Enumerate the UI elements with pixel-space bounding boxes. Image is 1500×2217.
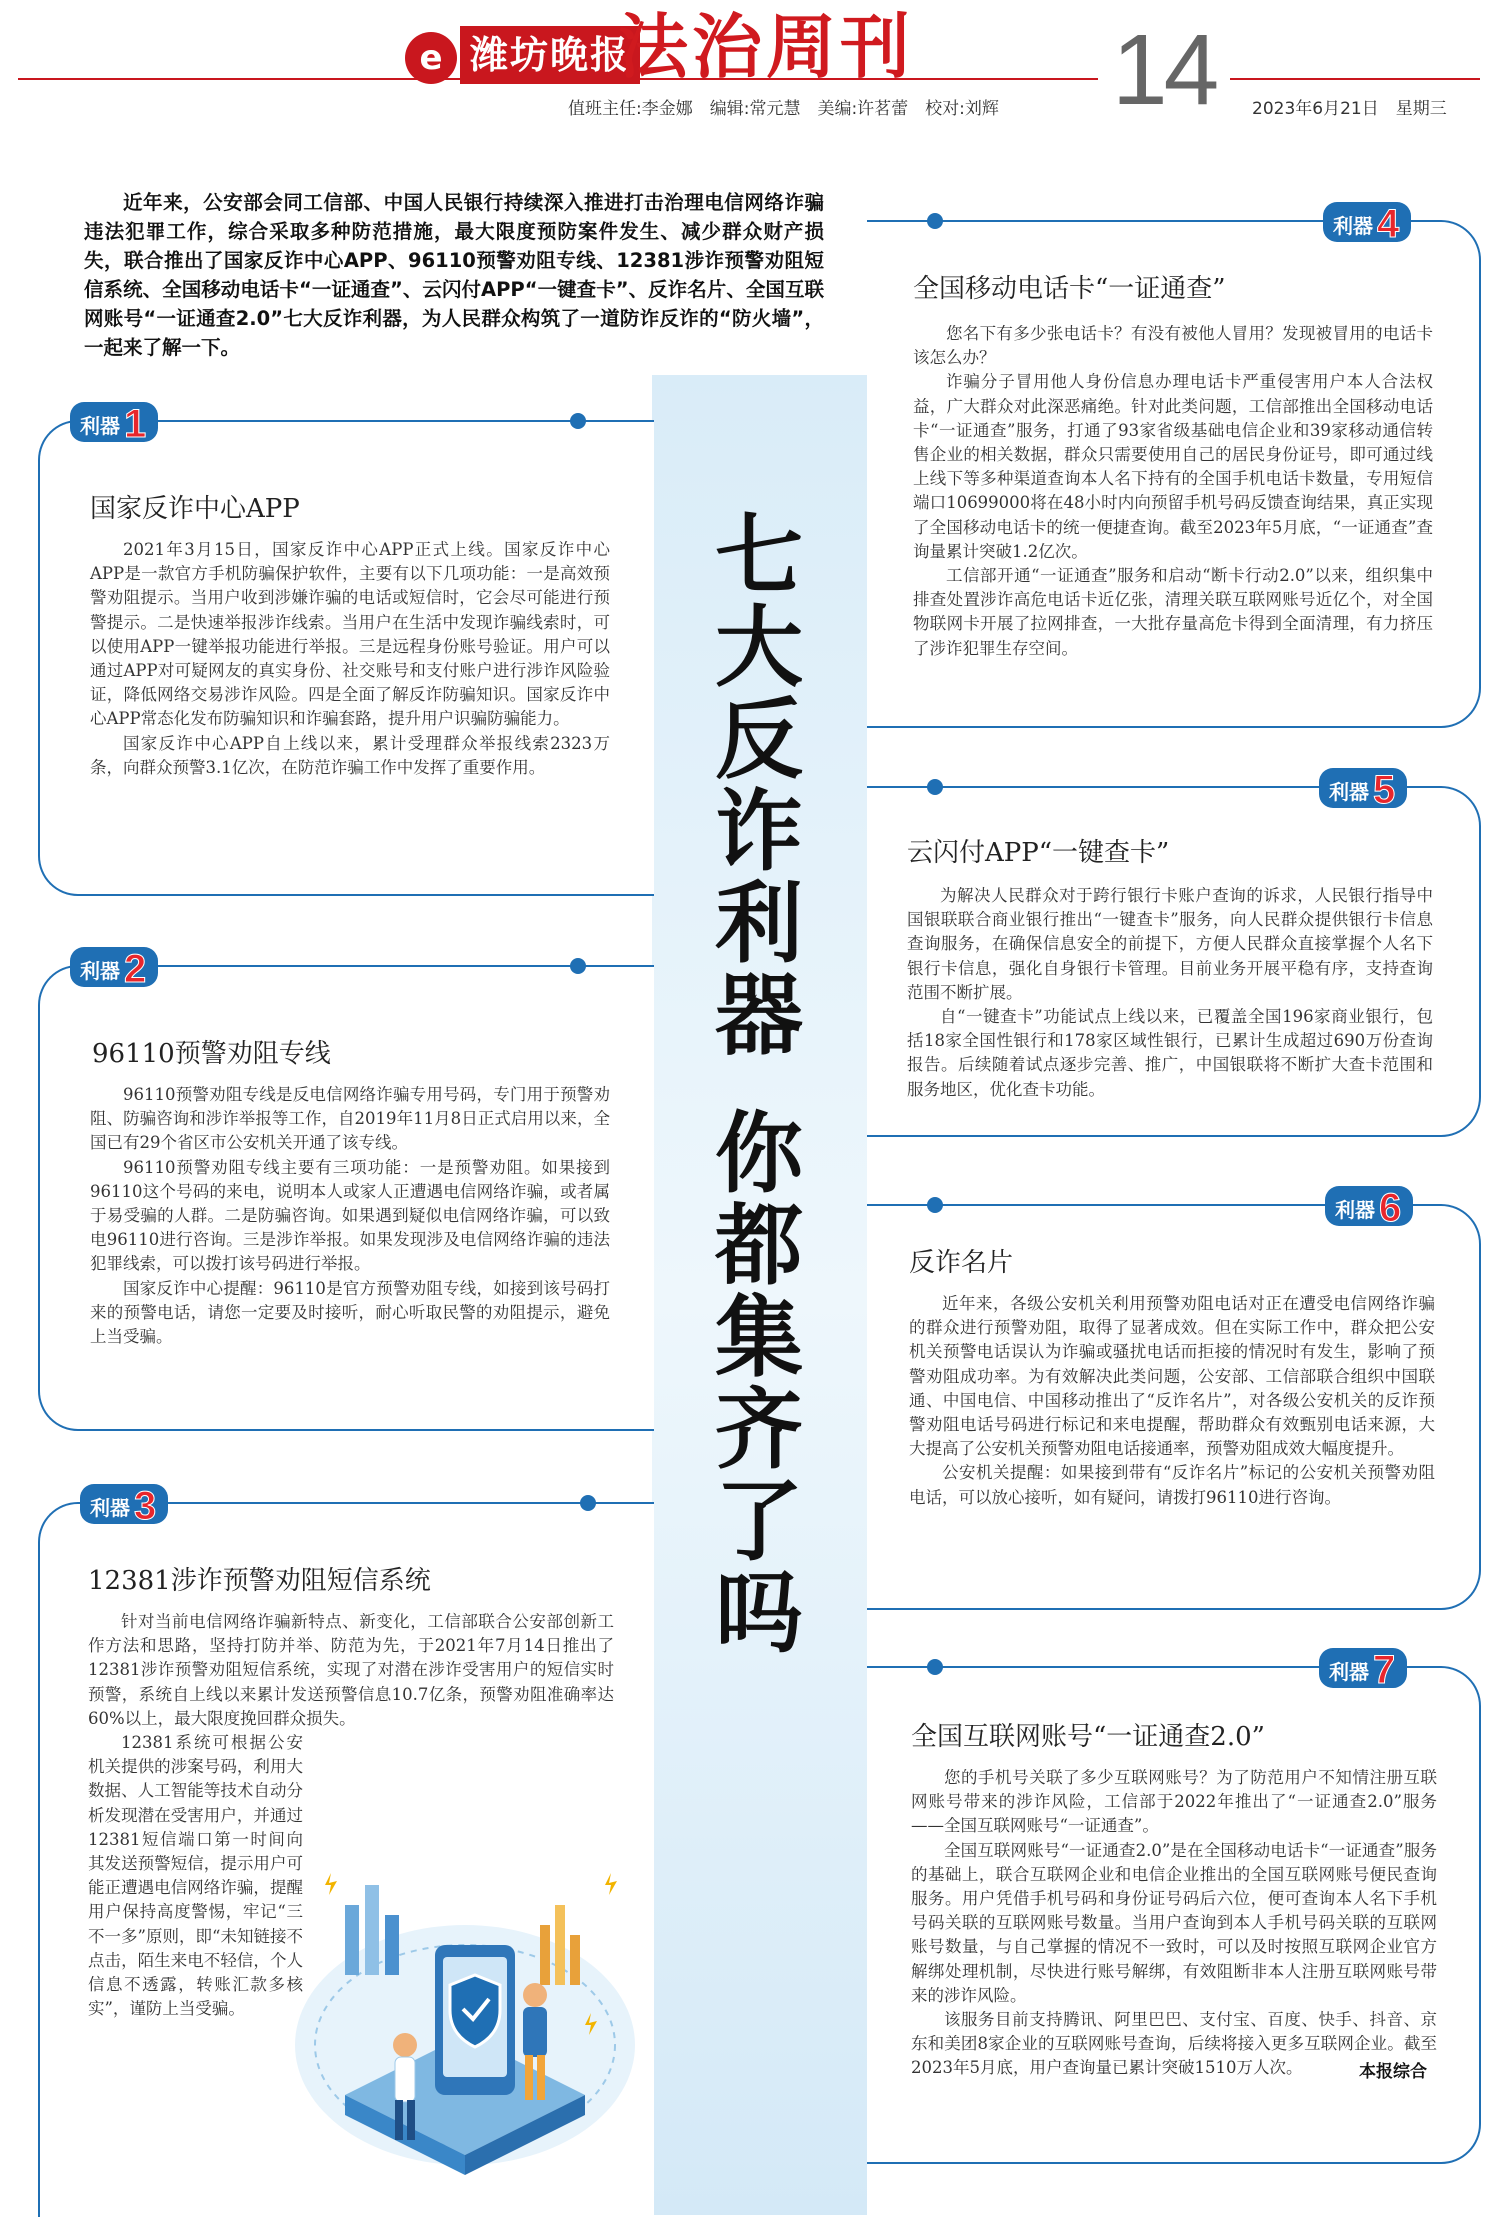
dot-marker-icon [927,779,943,795]
tool-title: 反诈名片 [909,1248,1014,1278]
tool-card-4 [867,202,1481,728]
tool-badge: 利器 3 [80,1484,168,1524]
main-headline [704,504,814,1665]
tool-number: 7 [1373,1648,1396,1692]
headline-char: 反 [714,688,803,791]
headline-char: 你 [714,1102,803,1205]
tool-title: 96110预警劝阻专线 [92,1039,331,1069]
tool-paragraph: 全国互联网账号“一证通查2.0”是在全国移动电话卡“一证通查”服务的基础上，联合互联网企业和电信企业推出的全国互联网账号便民查询服务。用户凭借手机号码和身份证号码后六位，便可查询本人名下手机号码关联的互联网账号数量。当用户查询到本人手机号码关联的互联网账号数量，与自己掌握的情况不一致时，可以及时按照互联网企业官方解绑处理机制，尽快进行账号解绑，有效阻断非本人注册互联网账号带来的涉诈风险。 [911,1840,1437,2005]
tool-title: 云闪付APP“一键查卡” [907,838,1170,868]
headline-char: 利 [714,872,803,975]
tool-body [911,1766,1437,2082]
headline-char: 集 [714,1286,803,1389]
tool-body [90,538,610,780]
tool-badge: 利器 5 [1319,768,1407,808]
tool-body [90,1083,610,1349]
tool-paragraph: 96110预警劝阻专线是反电信网络诈骗专用号码，专门用于预警劝阻、防骗咨询和涉诈举报等工作，自2019年11月8日正式启用以来，全国已有29个省区市公安机关开通了该专线。 [90,1085,610,1153]
tool-title: 全国移动电话卡“一证通查” [913,274,1226,304]
tool-paragraph: 工信部开通“一证通查”服务和启动“断卡行动2.0”以来，组织集中排查处置涉诈高危电话卡近亿张，清理关联互联网账号近亿个，对全国物联网卡开展了拉网排查，一大批存量高危卡得到全面清理，有力挤压了涉诈犯罪生存空间。 [913,566,1433,658]
tool-title: 国家反诈中心APP [90,494,300,524]
issue-date: 2023年6月21日 星期三 [1252,99,1447,119]
intro-paragraph: 近年来，公安部会同工信部、中国人民银行持续深入推进打击治理电信网络诈骗违法犯罪工作，综合采取多种防范措施，最大限度预防案件发生、减少群众财产损失，联合推出了国家反诈中心APP、96110预警劝阻专线、12381涉诈预警劝阻短信系统、全国移动电话卡“一证通查”、云闪付APP“一键查卡”、反诈名片、全国互联网账号“一证通查2.0”七大反诈利器，为人民群众构筑了一道防诈反诈的“防火墙”，一起来了解一下。 [84,191,824,359]
headline-char: 器 [714,964,803,1067]
tool-number: 5 [1373,768,1396,812]
tool-paragraph: 您的手机号关联了多少互联网账号？为了防范用户不知情注册互联网账号带来的涉诈风险，工信部于2022年推出了“一证通查2.0”服务——全国互联网账号“一证通查”。 [911,1768,1437,1836]
section-title: 法治周刊 [618,5,914,88]
tool-number: 2 [124,947,147,991]
headline-char: 了 [714,1470,803,1573]
headline-char: 齐 [714,1378,803,1481]
tool-badge: 利器 4 [1323,202,1411,242]
tool-badge: 利器 1 [70,402,158,442]
newspaper-logo-icon: e [405,32,457,84]
masthead-rule-right [1230,78,1480,80]
dot-marker-icon [570,958,586,974]
tool-card-7 [867,1648,1481,2164]
headline-char: 大 [714,596,803,699]
headline-char: 诈 [714,780,803,883]
article-signoff: 本报综合 [1359,2061,1427,2082]
headline-char: 都 [714,1194,803,1297]
tool-paragraph: 为解决人民群众对于跨行银行卡账户查询的诉求，人民银行指导中国银联联合商业银行推出“一键查卡”服务，向人民群众提供银行卡信息查询服务，在确保信息安全的前提下，方便人民群众直接掌握个人名下银行卡信息，强化自身银行卡管理。目前业务开展平稳有序，支持查询范围不断扩展。 [907,886,1433,1002]
page-number: 14 [1112,14,1216,126]
tool-title: 12381涉诈预警劝阻短信系统 [88,1566,431,1596]
tool-number: 4 [1377,202,1400,246]
tool-paragraph: 12381系统可根据公安机关提供的涉案号码，利用大数据、人工智能等技术自动分析发现潜在受害用户，并通过12381短信端口第一时间向其发送预警短信，提示用户可能正遭遇电信网络诈骗，提醒用户保持高度警惕，牢记“三不一多”原则，即“未知链接不点击，陌生来电不轻信，个人信息不透露，转账汇款多核实”，谨防上当受骗。 [88,1733,303,2019]
tool-paragraph: 诈骗分子冒用他人身份信息办理电话卡严重侵害用户本人合法权益，广大群众对此深恶痛绝。针对此类问题，工信部推出全国移动电话卡“一证通查”服务，打通了93家省级基础电信企业和39家移动通信转售企业的相关数据，群众只需要使用自己的居民身份证号，即可通过线上线下等多种渠道查询本人名下持有的全国手机电话卡数量，专用短信端口10699000将在48小时内向预留手机号码反馈查询结果，真正实现了全国移动电话卡的统一便捷查询。截至2023年5月底，“一证通查”查询量累计突破1.2亿次。 [913,372,1433,561]
tool-number: 1 [124,402,147,446]
tool-paragraph: 您名下有多少张电话卡？有没有被他人冒用？发现被冒用的电话卡该怎么办？ [913,324,1433,368]
tool-card-1 [38,402,654,896]
tool-paragraph: 2021年3月15日，国家反诈中心APP正式上线。国家反诈中心APP是一款官方手机防骗保护软件，主要有以下几项功能：一是高效预警劝阻提示。当用户收到涉嫌诈骗的电话或短信时，它会尽可能进行预警提示。二是快速举报涉诈线索。当用户在生活中发现诈骗线索时，可以使用APP一键举报功能进行举报。三是远程身份账号验证。用户可以通过APP对可疑网友的真实身份、社交账号和支付账户进行涉诈风险验证，降低网络交易涉诈风险。四是全面了解反诈防骗知识。国家反诈中心APP常态化发布防骗知识和诈骗套路，提升用户识骗防骗能力。 [90,540,610,729]
tool-paragraph: 自“一键查卡”功能试点上线以来，已覆盖全国196家商业银行，包括18家全国性银行和178家区域性银行，已累计生成超过690万份查询报告。后续随着试点逐步完善、推广，中国银联将不断扩大查卡范围和服务地区，优化查卡功能。 [907,1007,1433,1099]
tool-badge: 利器 2 [70,947,158,987]
dot-marker-icon [570,413,586,429]
tool-paragraph: 针对当前电信网络诈骗新特点、新变化，工信部联合公安部创新工作方法和思路，坚持打防并举、防范为先，于2021年7月14日推出了12381涉诈预警劝阻短信系统，实现了对潜在涉诈受害用户的短信实时预警，系统自上线以来累计发送预警信息10.7亿条，预警劝阻准确率达60%以上，最大限度挽回群众损失。 [88,1612,614,1728]
tool-card-2 [38,947,654,1431]
tool-paragraph: 国家反诈中心APP自上线以来，累计受理群众举报线索2323万条，向群众预警3.1亿次，在防范诈骗工作中发挥了重要作用。 [90,733,610,777]
tool-body [909,1292,1435,1510]
tool-number: 6 [1379,1186,1402,1230]
dot-marker-icon [927,1197,943,1213]
dot-marker-icon [580,1495,596,1511]
dot-marker-icon [927,213,943,229]
dot-marker-icon [927,1659,943,1675]
phone-security-illustration-icon [285,1795,640,2205]
tool-paragraph: 该服务目前支持腾讯、阿里巴巴、支付宝、百度、快手、抖音、京东和美团8家企业的互联网账号查询，后续将接入更多互联网企业。截至2023年5月底，用户查询量已累计突破1510万人次。 [911,2010,1437,2078]
tool-badge: 利器 7 [1319,1648,1407,1688]
masthead [0,0,1500,125]
tool-paragraph: 公安机关提醒：如果接到带有“反诈名片”标记的公安机关预警劝阻电话，可以放心接听，如有疑问，请拨打96110进行咨询。 [909,1463,1435,1507]
headline-char: 七 [714,504,803,607]
tool-number: 3 [134,1484,157,1528]
tool-badge: 利器 6 [1325,1186,1413,1226]
tool-card-6 [867,1186,1481,1610]
tool-card-5 [867,768,1481,1137]
tool-body [907,884,1433,1102]
headline-char: 吗 [714,1562,803,1665]
tool-title: 全国互联网账号“一证通查2.0” [911,1722,1265,1752]
newspaper-brand: 潍坊晚报 [460,26,640,84]
tool-paragraph: 近年来，各级公安机关利用预警劝阻电话对正在遭受电信网络诈骗的群众进行预警劝阻，取得了显著成效。但在实际工作中，群众把公安机关预警电话误认为诈骗或骚扰电话而拒接的情况时有发生，影响了预警劝阻成功率。为有效解决此类问题，公安部、工信部联合组织中国联通、中国电信、中国移动推出了“反诈名片”，对各级公安机关的反诈预警劝阻电话号码进行标记和来电提醒，帮助群众有效甄别电话来源，大大提高了公安机关预警劝阻电话接通率，预警劝阻成效大幅度提升。 [909,1294,1435,1459]
tool-paragraph: 国家反诈中心提醒：96110是官方预警劝阻专线，如接到该号码打来的预警电话，请您一定要及时接听，耐心听取民警的劝阻提示，避免上当受骗。 [90,1278,610,1347]
staff-credits: 值班主任:李金娜 编辑:常元慧 美编:许茗蕾 校对:刘辉 [568,99,999,119]
tool-body [913,322,1433,661]
tool-paragraph: 96110预警劝阻专线主要有三项功能：一是预警劝阻。如果接到96110这个号码的来电，说明本人或家人正遭遇电信网络诈骗，或者属于易受骗的人群。二是防骗咨询。如果遇到疑似电信网络诈骗，可以致电96110进行咨询。三是涉诈举报。如果发现涉及电信网络诈骗的违法犯罪线索，可以拨打该号码进行举报。 [90,1157,610,1274]
